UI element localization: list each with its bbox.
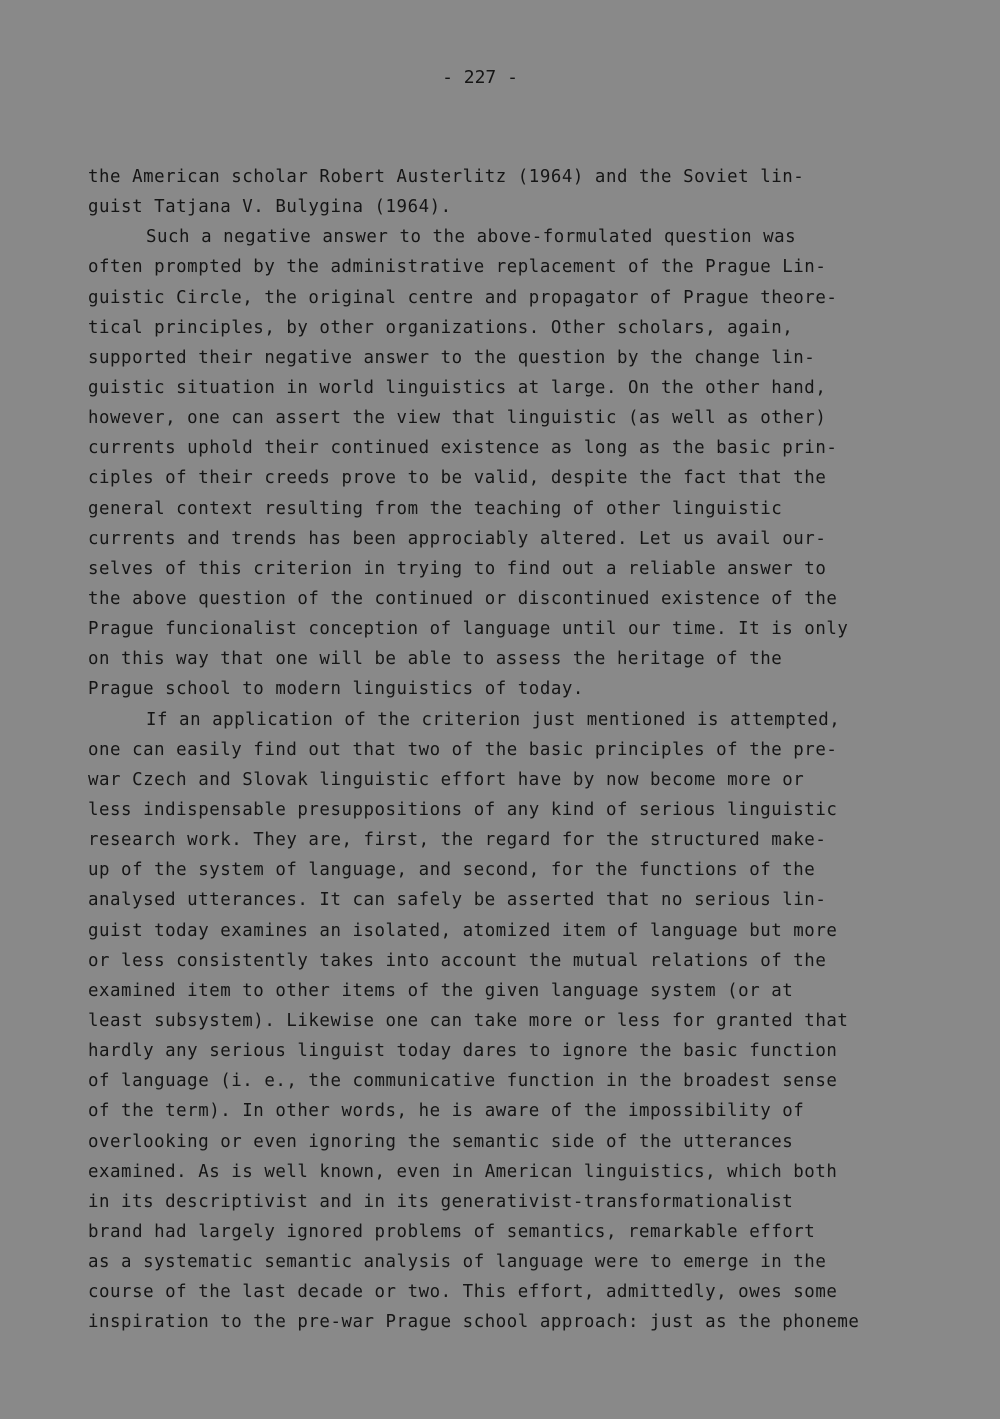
text-line: guistic Circle, the original centre and propagator of Prague theore- <box>88 287 838 308</box>
page-number: - 227 - <box>442 67 518 88</box>
text-line: or less consistently takes into account the mutual relations of the <box>88 950 827 971</box>
text-line: on this way that one will be able to assess the heritage of the <box>88 649 783 670</box>
text-line: often prompted by the administrative replacement of the Prague Lin- <box>88 257 827 278</box>
text-line: the above question of the continued or discontinued existence of the <box>88 588 838 609</box>
text-line: inspiration to the pre-war Prague school approach: just as the phoneme <box>88 1312 860 1333</box>
text-line: Prague funcionalist conception of language until our time. It is only <box>88 619 849 640</box>
text-line: in its descriptivist and in its generativist-transformationalist <box>88 1191 794 1212</box>
text-line: research work. They are, first, the regard for the structured make- <box>88 830 827 851</box>
text-line: currents uphold their continued existence as long as the basic prin- <box>88 438 838 459</box>
text-line: examined. As is well known, even in American linguistics, which both <box>88 1161 838 1182</box>
text-line: hardly any serious linguist today dares to ignore the basic function <box>88 1041 838 1062</box>
text-line: guistic situation in world linguistics at large. On the other hand, <box>88 377 827 398</box>
text-line: guist today examines an isolated, atomized item of language but more <box>88 920 838 941</box>
text-line: the American scholar Robert Austerlitz (1964) and the Soviet lin- <box>88 167 805 187</box>
text-line: overlooking or even ignoring the semantic side of the utterances <box>88 1131 794 1152</box>
text-line: ciples of their creeds prove to be valid, despite the fact that the <box>88 468 827 489</box>
text-line: guist Tatjana V. Bulygina (1964). <box>88 197 452 218</box>
text-line: tical principles, by other organizations. Other scholars, again, <box>88 317 794 338</box>
text-line: Prague school to modern linguistics of today. <box>88 679 584 700</box>
text-line: least subsystem). Likewise one can take more or less for granted that <box>88 1010 849 1031</box>
text-line: If an application of the criterion just mentioned is attempted, <box>146 709 841 730</box>
text-line: brand had largely ignored problems of semantics, remarkable effort <box>88 1221 816 1242</box>
text-line: less indispensable presuppositions of any kind of serious linguistic <box>88 799 838 820</box>
text-line: currents and trends has been approciably altered. Let us avail our- <box>88 528 827 549</box>
text-line: as a systematic semantic analysis of language were to emerge in the <box>88 1252 827 1273</box>
text-line: analysed utterances. It can safely be asserted that no serious lin- <box>88 890 827 911</box>
text-line: Such a negative answer to the above-formulated question was <box>146 227 797 248</box>
text-line: selves of this criterion in trying to find out a reliable answer to <box>88 558 827 579</box>
text-line: of language (i. e., the communicative function in the broadest sense <box>88 1071 838 1092</box>
text-line: however, one can assert the view that linguistic (as well as other) <box>88 408 827 429</box>
text-line: general context resulting from the teaching of other linguistic <box>88 498 783 519</box>
text-line: supported their negative answer to the question by the change lin- <box>88 347 816 368</box>
text-line: examined item to other items of the given language system (or at <box>88 980 794 1001</box>
body-text <box>88 162 948 1337</box>
text-line: one can easily find out that two of the basic principles of the pre- <box>88 739 838 760</box>
text-line: course of the last decade or two. This effort, admittedly, owes some <box>88 1282 838 1303</box>
text-line: of the term). In other words, he is aware of the impossibility of <box>88 1101 805 1122</box>
text-line: up of the system of language, and second, for the functions of the <box>88 860 816 881</box>
text-line: war Czech and Slovak linguistic effort have by now become more or <box>88 769 805 790</box>
